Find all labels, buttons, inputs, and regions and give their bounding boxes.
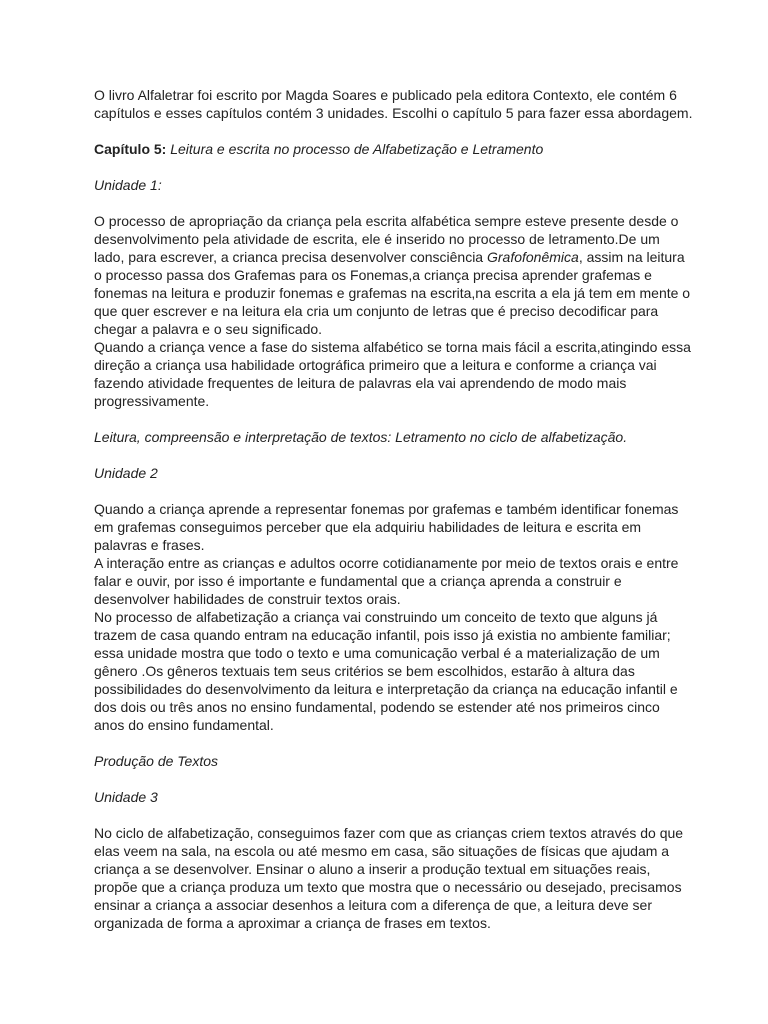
chapter-title: Leitura e escrita no processo de Alfabetização e Letramento <box>170 141 544 157</box>
unit2-paragraph-3: No processo de alfabetização a criança vai construindo um conceito de texto que alguns já trazem de casa quando entram na educação infantil, pois isso já existia no ambiente familiar; essa unidade mostra que todo o texto e uma comunicação verbal é a materialização de um gênero .Os gêneros textuais tem seus critérios se bem escolhidos, estarão à altura das possibilidades do desenvolvimento da leitura e interpretação da criança na educação infantil e dos dois ou três anos no ensino fundamental, podendo se estender até nos primeiros cinco anos do ensino fundamental. <box>94 609 678 733</box>
unit3-heading: Unidade 3 <box>94 789 158 805</box>
chapter-heading <box>94 140 694 158</box>
unit2-paragraph-1: Quando a criança aprende a representar fonemas por grafemas e também identificar fonemas em grafemas conseguimos perceber que ela adquiriu habilidades de leitura e escrita em palavras e frases. <box>94 501 679 553</box>
unit1-paragraph-2: Quando a criança vence a fase do sistema alfabético se torna mais fácil a escrita,atingindo essa direção a criança usa habilidade ortográfica primeiro que a leitura e conforme a criança vai fazendo atividade frequentes de leitura de palavras ela vai aprendendo de modo mais progressivamente. <box>94 339 691 409</box>
unit1-heading: Unidade 1: <box>94 177 162 193</box>
section3-title: Produção de Textos <box>94 753 219 769</box>
unit1-p1-text-a: O processo de apropriação da criança pela escrita alfabética sempre esteve presente desde o desenvolvimento pela atividade de escrita, ele é inserido no processo de letramento.De um lado, para escrever, a crianca precisa desenvolver consciência <box>94 213 679 265</box>
section2-title: Leitura, compreensão e interpretação de textos: Letramento no ciclo de alfabetização. <box>94 429 628 445</box>
document-page <box>94 86 694 932</box>
unit3-paragraph-1: No ciclo de alfabetização, conseguimos fazer com que as crianças criem textos através do que elas veem na sala, na escola ou até mesmo em casa, são situações de físicas que ajudam a criança a se desenvolver. Ensinar o aluno a inserir a produção textual em situações reais, propõe que a criança produza um texto que mostra que o necessário ou desejado, precisamos ensinar a criança a associar desenhos a leitura com a diferença de que, a leitura deve ser organizada de forma a aproximar a criança de frases em textos. <box>94 825 684 931</box>
unit1-p1-italic-term: Grafofonêmica <box>486 249 579 265</box>
unit2-heading: Unidade 2 <box>94 465 158 481</box>
unit2-paragraph-2: A interação entre as crianças e adultos ocorre cotidianamente por meio de textos orais e entre falar e ouvir, por isso é importante e fundamental que a criança aprenda a construir e desenvolver habilidades de construir textos orais. <box>94 555 679 607</box>
unit1-paragraph-1 <box>94 212 694 338</box>
unit1-p1-text-b: , assim na leitura o processo passa dos Grafemas para os Fonemas,a criança precisa aprender grafemas e fonemas na leitura e produzir fonemas e grafemas na escrita,na escrita a ela já tem em mente o que quer escrever e na leitura ela cria um conjunto de letras que é preciso decodificar para chegar a palavra e o seu significado. <box>94 249 691 337</box>
intro-paragraph: O livro Alfaletrar foi escrito por Magda Soares e publicado pela editora Contexto, ele contém 6 capítulos e esses capítulos contém 3 unidades. Escolhi o capítulo 5 para fazer essa abordagem. <box>94 87 693 121</box>
chapter-label: Capítulo 5: <box>94 141 167 157</box>
